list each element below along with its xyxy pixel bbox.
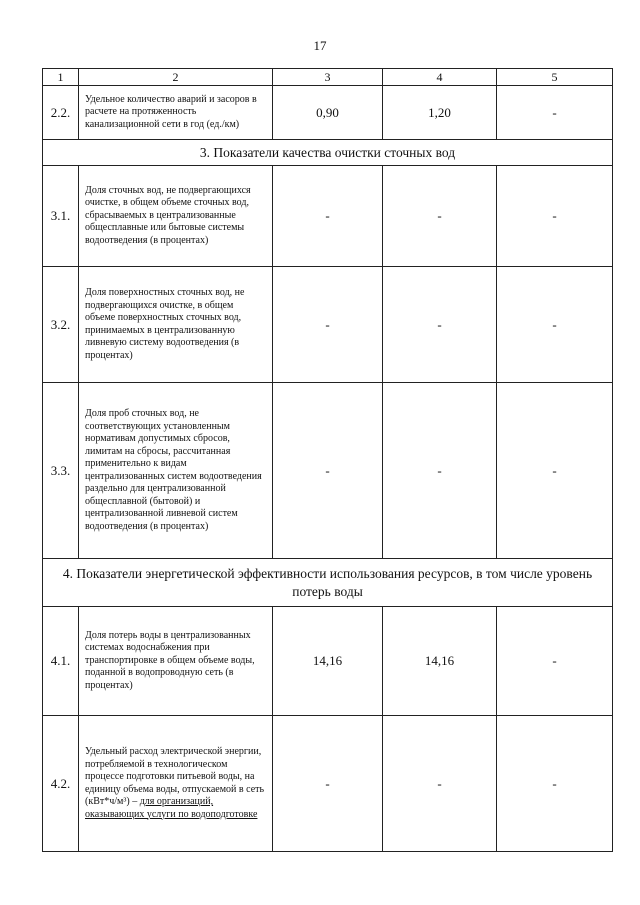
value-col4: 1,20 bbox=[383, 86, 497, 140]
table-row bbox=[43, 267, 613, 383]
row-number: 3.2. bbox=[43, 267, 79, 383]
column-header: 2 bbox=[79, 69, 273, 86]
section-row bbox=[43, 559, 613, 607]
value-col4: - bbox=[383, 383, 497, 559]
row-description bbox=[79, 716, 273, 852]
value-col4: 14,16 bbox=[383, 607, 497, 716]
table-row bbox=[43, 716, 613, 852]
column-header: 1 bbox=[43, 69, 79, 86]
table-row bbox=[43, 383, 613, 559]
row-description: Удельное количество аварий и засоров в расчете на протяженность канализационной сети в год (ед./км) bbox=[79, 86, 273, 140]
value-col4: - bbox=[383, 716, 497, 852]
value-col5: - bbox=[497, 86, 613, 140]
value-col4: - bbox=[383, 166, 497, 267]
table-row bbox=[43, 607, 613, 716]
indicators-table bbox=[42, 68, 613, 852]
row-description: Доля сточных вод, не подвергающихся очистке, в общем объеме сточных вод, сбрасываемых в централизованные общесплавные или бытовые системы водоотведения (в процентах) bbox=[79, 166, 273, 267]
value-col4: - bbox=[383, 267, 497, 383]
column-header: 5 bbox=[497, 69, 613, 86]
page-number: 17 bbox=[313, 38, 327, 53]
section-title: 3. Показатели качества очистки сточных вод bbox=[43, 140, 613, 166]
value-col3: - bbox=[273, 716, 383, 852]
row-number: 4.1. bbox=[43, 607, 79, 716]
column-header: 4 bbox=[383, 69, 497, 86]
row-description: Доля поверхностных сточных вод, не подвергающихся очистке, в общем объеме поверхностных сточных вод, принимаемых в централизованную ливневую систему водоотведения (в процентах) bbox=[79, 267, 273, 383]
value-col5: - bbox=[497, 607, 613, 716]
row-description: Доля потерь воды в централизованных системах водоснабжения при транспортировке в общем объеме воды, поданной в водопроводную сеть (в процентах) bbox=[79, 607, 273, 716]
value-col3: - bbox=[273, 267, 383, 383]
header-row bbox=[43, 69, 613, 86]
value-col5: - bbox=[497, 716, 613, 852]
row-description-underlined: для организаций, оказывающих услуги по водоподготовке bbox=[85, 796, 258, 820]
value-col5: - bbox=[497, 166, 613, 267]
row-number: 2.2. bbox=[43, 86, 79, 140]
table-row bbox=[43, 166, 613, 267]
section-title: 4. Показатели энергетической эффективности использования ресурсов, в том числе уровень потерь воды bbox=[43, 559, 613, 607]
row-description: Доля проб сточных вод, не соответствующих установленным нормативам допустимых сбросов, лимитам на сбросы, рассчитанная применительно к видам централизованных систем водоотведения раздельно для централизованной общесплавной (бытовой) и централизованной ливневой систем водоотведения (в процентах) bbox=[79, 383, 273, 559]
table-row bbox=[43, 86, 613, 140]
value-col5: - bbox=[497, 267, 613, 383]
value-col3: 14,16 bbox=[273, 607, 383, 716]
row-number: 3.1. bbox=[43, 166, 79, 267]
value-col3: - bbox=[273, 166, 383, 267]
value-col3: - bbox=[273, 383, 383, 559]
row-number: 4.2. bbox=[43, 716, 79, 852]
value-col5: - bbox=[497, 383, 613, 559]
value-col3: 0,90 bbox=[273, 86, 383, 140]
section-row bbox=[43, 140, 613, 166]
column-header: 3 bbox=[273, 69, 383, 86]
row-number: 3.3. bbox=[43, 383, 79, 559]
row-description-text: Удельный расход электрической энергии, потребляемой в технологическом процессе подготовки питьевой воды, на единицу объема воды, отпускаемой в сеть (кВт*ч/м³) – bbox=[85, 746, 265, 807]
